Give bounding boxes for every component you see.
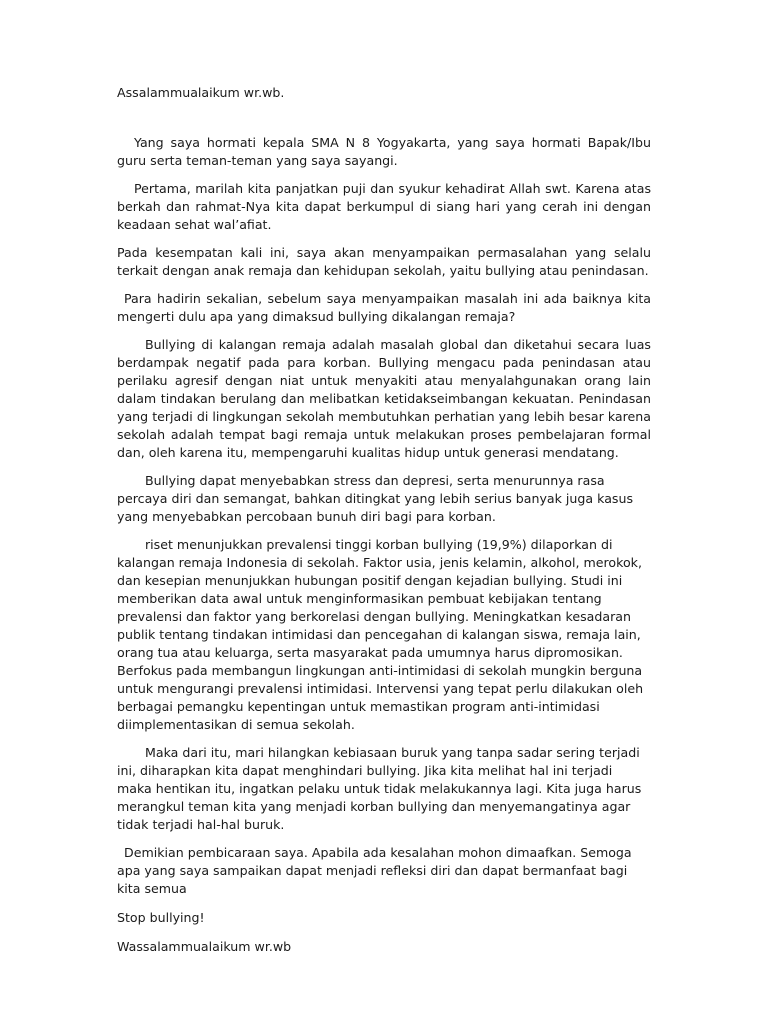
- paragraph-research: riset menunjukkan prevalensi tinggi korban bullying (19,9%) dilaporkan di kalangan remaja Indonesia di sekolah. Faktor usia, jenis kelamin, alkohol, merokok, dan kesepian menunjukkan hubungan positif dengan kejadian bullying. Studi ini memberikan data awal untuk menginformasikan pembuat kebijakan tentang prevalensi dan faktor yang berkorelasi dengan bullying. Meningkatkan kesadaran publik tentang tindakan intimidasi dan pencegahan di kalangan siswa, remaja lain, orang tua atau keluarga, serta masyarakat pada umumnya harus dipromosikan. Berfokus pada membangun lingkungan anti-intimidasi di sekolah mungkin berguna untuk mengurangi prevalensi intimidasi. Intervensi yang tepat perlu dilakukan oleh berbagai pemangku kepentingan untuk memastikan program anti-intimidasi diimplementasikan di semua sekolah.: [117, 537, 644, 732]
- closing-greeting: Wassalammualaikum wr.wb: [117, 939, 292, 954]
- opening-greeting: Assalammualaikum wr.wb.: [117, 85, 285, 100]
- paragraph-conclusion: Demikian pembicaraan saya. Apabila ada kesalahan mohon dimaafkan. Semoga apa yang saya sampaikan dapat menjadi refleksi diri dan dapat bermanfaat bagi kita semua: [117, 845, 632, 896]
- paragraph-salutation: Yang saya hormati kepala SMA N 8 Yogyakarta, yang saya hormati Bapak/Ibu guru serta teman-teman yang saya sayangi.: [117, 135, 651, 168]
- paragraph-topic-intro: Pada kesempatan kali ini, saya akan menyampaikan permasalahan yang selalu terkait dengan anak remaja dan kehidupan sekolah, yaitu bullying atau penindasan.: [117, 245, 651, 278]
- paragraph-gratitude: Pertama, marilah kita panjatkan puji dan syukur kehadirat Allah swt. Karena atas berkah dan rahmat-Nya kita dapat berkumpul di siang hari yang cerah ini dengan keadaan sehat wal’afiat.: [117, 181, 651, 232]
- paragraph-bullying-effects: Bullying dapat menyebabkan stress dan depresi, serta menurunnya rasa percaya diri dan semangat, bahkan ditingkat yang lebih serius banyak juga kasus yang menyebabkan percobaan bunuh diri bagi para korban.: [117, 473, 634, 524]
- slogan-stop-bullying: Stop bullying!: [117, 910, 205, 925]
- speech-document: [117, 84, 651, 956]
- paragraph-call-to-action: Maka dari itu, mari hilangkan kebiasaan buruk yang tanpa sadar sering terjadi ini, diharapkan kita dapat menghindari bullying. Jika kita melihat hal ini terjadi maka hentikan itu, ingatkan pelaku untuk tidak melakukannya lagi. Kita juga harus merangkul teman kita yang menjadi korban bullying dan menyemangatinya agar tidak terjadi hal-hal buruk.: [117, 745, 642, 832]
- paragraph-bullying-definition: Bullying di kalangan remaja adalah masalah global dan diketahui secara luas berdampak negatif pada para korban. Bullying mengacu pada penindasan atau perilaku agresif dengan niat untuk menyakiti atau menyalahgunakan orang lain dalam tindakan berulang dan melibatkan ketidakseimbangan kekuatan. Penindasan yang terjadi di lingkungan sekolah membutuhkan perhatian yang lebih besar karena sekolah adalah tempat bagi remaja untuk melakukan proses pembelajaran formal dan, oleh karena itu, mempengaruhi kualitas hidup untuk generasi mendatang.: [117, 337, 651, 460]
- paragraph-question: Para hadirin sekalian, sebelum saya menyampaikan masalah ini ada baiknya kita mengerti dulu apa yang dimaksud bullying dikalangan remaja?: [117, 291, 651, 324]
